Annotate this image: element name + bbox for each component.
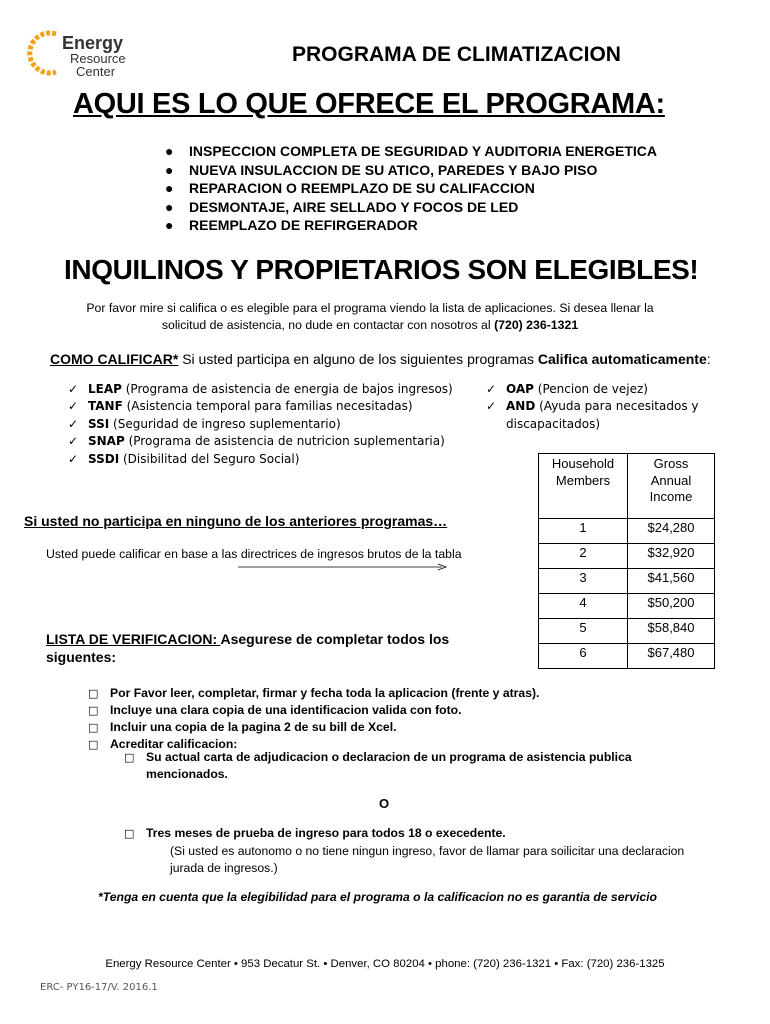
check-icon: ✓ bbox=[486, 399, 497, 414]
logo-arc-icon bbox=[26, 28, 66, 78]
or-separator: O bbox=[379, 796, 390, 811]
offer-item: ● DESMONTAJE, AIRE SELLADO Y FOCOS DE LED bbox=[165, 198, 519, 215]
bullet-icon: ● bbox=[165, 161, 174, 178]
checkbox-icon: □ bbox=[124, 827, 135, 840]
checkbox-icon: □ bbox=[88, 704, 99, 717]
arrow-right-icon bbox=[238, 562, 448, 572]
table-row: 3 $41,560 bbox=[539, 569, 715, 594]
table-row: 4 $50,200 bbox=[539, 594, 715, 619]
checklist-items bbox=[88, 685, 539, 753]
document-version: ERC- PY16-17/V. 2016.1 bbox=[40, 982, 158, 993]
intro-paragraph: Por favor mire si califica o es elegible para el programa viendo la lista de aplicaciones. Si desea llenar la solicitud de asistencia, no dude en contactar con nosotros al (720) 236-1321 bbox=[86, 301, 654, 332]
logo-line-1: Energy bbox=[62, 33, 124, 53]
bullet-icon: ● bbox=[165, 143, 174, 159]
checklist-item: □ Incluye una clara copia de una identificacion valida con foto. bbox=[88, 703, 462, 717]
offer-list bbox=[165, 142, 657, 235]
program-item: ✓ OAP (Pencion de vejez) bbox=[486, 381, 699, 398]
bullet-icon: ● bbox=[165, 180, 174, 197]
check-icon: ✓ bbox=[68, 399, 79, 414]
program-item: ✓ TANF (Asistencia temporal para familias necesitadas) bbox=[68, 398, 453, 415]
checkbox-icon: □ bbox=[88, 687, 99, 700]
income-guidelines-table bbox=[538, 453, 715, 669]
check-icon: ✓ bbox=[68, 434, 79, 449]
offer-item: ● NUEVA INSULACCION DE SU ATICO, PAREDES Y BAJO PISO bbox=[165, 161, 598, 178]
program-item: ✓ AND (Ayuda para necesitados y bbox=[486, 398, 699, 415]
checklist-item: □ Por Favor leer, completar, firmar y fecha toda la aplicacion (frente y atras). bbox=[88, 686, 540, 700]
qualifying-programs-right bbox=[486, 381, 699, 433]
checklist-heading: LISTA DE VERIFICACION: Asegurese de completar todos los siguentes: bbox=[46, 631, 450, 665]
disclaimer: *Tenga en cuenta que la elegibilidad para el programa o la calificacion no es garantia de servicio bbox=[98, 890, 657, 904]
checklist-item: □ Acreditar calificacion: bbox=[88, 737, 238, 751]
checkbox-icon: □ bbox=[124, 751, 135, 764]
qualify-heading: COMO CALIFICAR* Si usted participa en alguno de los siguientes programas Califica automaticamente: bbox=[50, 351, 711, 367]
offer-item: ● REEMPLAZO DE REFIRGERADOR bbox=[165, 217, 418, 234]
qualifying-programs-left bbox=[68, 381, 453, 468]
logo-line-3: Center bbox=[76, 64, 116, 79]
checkbox-icon: □ bbox=[88, 721, 99, 734]
program-title: PROGRAMA DE CLIMATIZACION bbox=[292, 43, 621, 66]
income-note: Usted puede calificar en base a las directrices de ingresos brutos de la tabla bbox=[46, 547, 462, 561]
checkbox-icon: □ bbox=[88, 738, 99, 751]
offer-item: ● INSPECCION COMPLETA DE SEGURIDAD Y AUDITORIA ENERGETICA bbox=[165, 143, 658, 159]
program-item: ✓ SSDI (Disibilitad del Seguro Social) bbox=[68, 451, 453, 468]
program-item-continued: discapacitados) bbox=[506, 416, 601, 431]
program-item: ✓ LEAP (Programa de asistencia de energia de bajos ingresos) bbox=[68, 381, 453, 398]
table-row: 6 $67,480 bbox=[539, 644, 715, 669]
household-members-header: Household Members bbox=[539, 454, 628, 519]
gross-income-header: Gross Annual Income bbox=[628, 454, 715, 519]
table-header-row bbox=[539, 454, 715, 519]
logo-line-2: Resource bbox=[70, 51, 126, 66]
self-employed-note: (Si usted es autonomo o no tiene ningun ingreso, favor de llamar para soilicitar una declaracion jurada de ingresos.) bbox=[170, 844, 685, 875]
check-icon: ✓ bbox=[68, 416, 79, 431]
program-item: ✓ SSI (Seguridad de ingreso suplementario) bbox=[68, 416, 453, 433]
program-item: ✓ SNAP (Programa de asistencia de nutricion suplementaria) bbox=[68, 433, 453, 450]
table-row: 1 $24,280 bbox=[539, 519, 715, 544]
checklist-subitem: □ Su actual carta de adjudicacion o declaracion de un programa de asistencia publica mencionados. bbox=[124, 750, 632, 781]
eligible-title: INQUILINOS Y PROPIETARIOS SON ELEGIBLES! bbox=[64, 254, 699, 285]
table-row: 5 $58,840 bbox=[539, 619, 715, 644]
table-row: 2 $32,920 bbox=[539, 544, 715, 569]
checklist-subitem: □ Tres meses de prueba de ingreso para todos 18 o execedente. bbox=[124, 826, 506, 840]
offer-item: ● REPARACION O REEMPLAZO DE SU CALIFACCION bbox=[165, 180, 535, 197]
check-icon: ✓ bbox=[486, 382, 497, 396]
contact-phone: (720) 236-1321 bbox=[494, 317, 579, 332]
footer-contact: Energy Resource Center • 953 Decatur St. • Denver, CO 80204 • phone: (720) 236-1321 • Fax: (720) 236-1325 bbox=[105, 958, 665, 970]
offer-title: AQUI ES LO QUE OFRECE EL PROGRAMA: bbox=[73, 88, 665, 120]
no-participa-heading: Si usted no participa en ninguno de los anteriores programas… bbox=[24, 513, 448, 529]
check-icon: ✓ bbox=[68, 382, 79, 396]
energy-resource-center-logo bbox=[26, 26, 136, 84]
check-icon: ✓ bbox=[68, 451, 79, 466]
checklist-item: □ Incluir una copia de la pagina 2 de su bill de Xcel. bbox=[88, 720, 397, 734]
bullet-icon: ● bbox=[165, 217, 174, 234]
bullet-icon: ● bbox=[165, 198, 174, 215]
